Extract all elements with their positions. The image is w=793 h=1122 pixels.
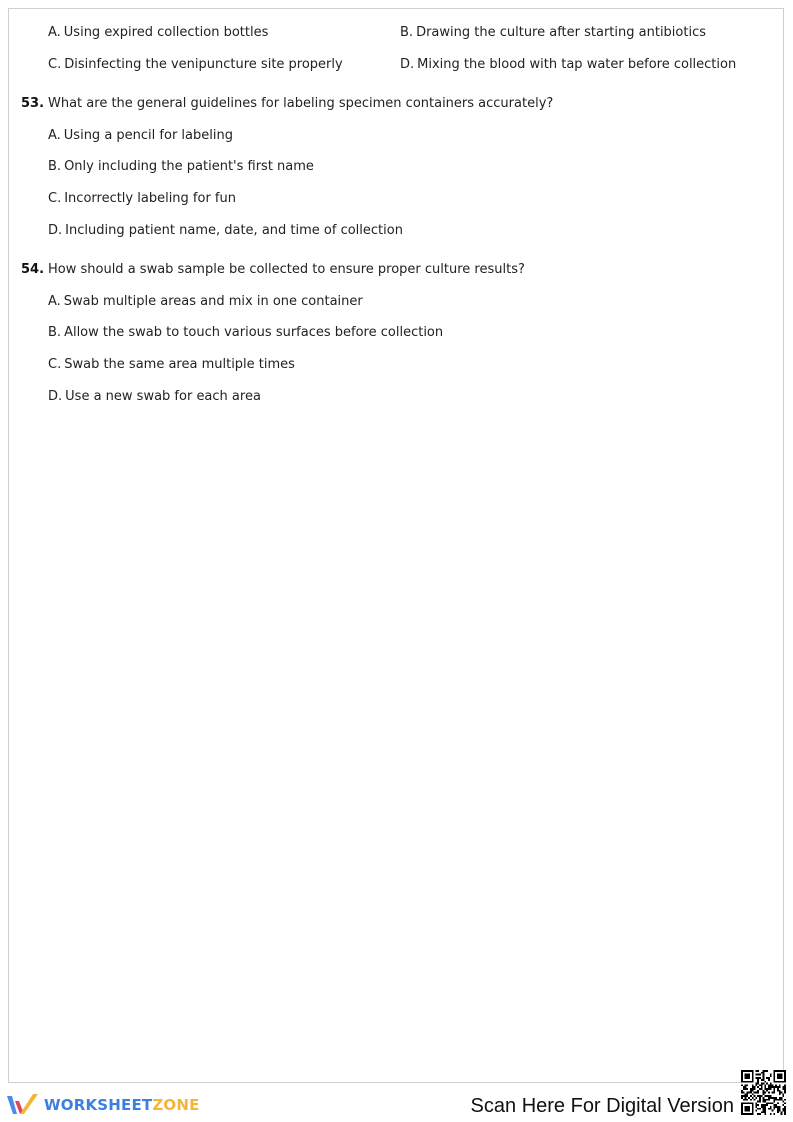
option-text: Only including the patient's first name bbox=[64, 159, 314, 174]
option-text: Allow the swab to touch various surfaces before collection bbox=[64, 325, 444, 340]
option-d[interactable] bbox=[400, 57, 736, 73]
option-a[interactable] bbox=[48, 128, 233, 144]
option-text: Swab multiple areas and mix in one container bbox=[63, 294, 363, 309]
option-text: Using a pencil for labeling bbox=[63, 128, 233, 143]
option-text: Including patient name, date, and time of collection bbox=[65, 223, 403, 238]
option-a[interactable] bbox=[48, 25, 268, 41]
option-letter: B. bbox=[400, 25, 414, 40]
logo-word-zone: ZONE bbox=[152, 1096, 200, 1114]
option-a[interactable] bbox=[48, 294, 363, 310]
option-letter: B. bbox=[48, 159, 62, 174]
logo-mark-icon bbox=[6, 1092, 40, 1118]
option-letter: D. bbox=[400, 57, 415, 72]
option-letter: A. bbox=[48, 294, 61, 309]
qr-code-icon[interactable] bbox=[741, 1070, 786, 1115]
question-text: How should a swab sample be collected to ensure proper culture results? bbox=[48, 262, 525, 277]
option-text: Incorrectly labeling for fun bbox=[64, 191, 236, 206]
option-letter: C. bbox=[48, 191, 62, 206]
option-text: Drawing the culture after starting antibiotics bbox=[416, 25, 707, 40]
question-number: 54. bbox=[21, 262, 45, 277]
option-c[interactable] bbox=[48, 57, 343, 73]
option-d[interactable] bbox=[48, 223, 403, 239]
option-text: Mixing the blood with tap water before collection bbox=[417, 57, 737, 72]
option-letter: C. bbox=[48, 57, 62, 72]
option-letter: C. bbox=[48, 357, 62, 372]
option-letter: A. bbox=[48, 25, 61, 40]
option-text: Using expired collection bottles bbox=[63, 25, 269, 40]
option-c[interactable] bbox=[48, 191, 236, 207]
question-number: 53. bbox=[21, 96, 45, 111]
logo-wordmark bbox=[44, 1092, 200, 1118]
option-letter: A. bbox=[48, 128, 61, 143]
worksheet-zone-logo[interactable] bbox=[6, 1092, 200, 1118]
option-b[interactable] bbox=[48, 325, 443, 341]
option-d[interactable] bbox=[48, 389, 261, 405]
option-letter: D. bbox=[48, 223, 63, 238]
option-c[interactable] bbox=[48, 357, 295, 373]
question-text: What are the general guidelines for labeling specimen containers accurately? bbox=[48, 96, 554, 111]
option-letter: D. bbox=[48, 389, 63, 404]
option-letter: B. bbox=[48, 325, 62, 340]
logo-word-worksheet: WORKSHEET bbox=[44, 1096, 153, 1114]
scan-prompt: Scan Here For Digital Version bbox=[470, 1095, 734, 1117]
option-text: Swab the same area multiple times bbox=[64, 357, 295, 372]
option-b[interactable] bbox=[48, 159, 314, 175]
option-b[interactable] bbox=[400, 25, 706, 41]
option-text: Use a new swab for each area bbox=[65, 389, 261, 404]
option-text: Disinfecting the venipuncture site properly bbox=[64, 57, 343, 72]
